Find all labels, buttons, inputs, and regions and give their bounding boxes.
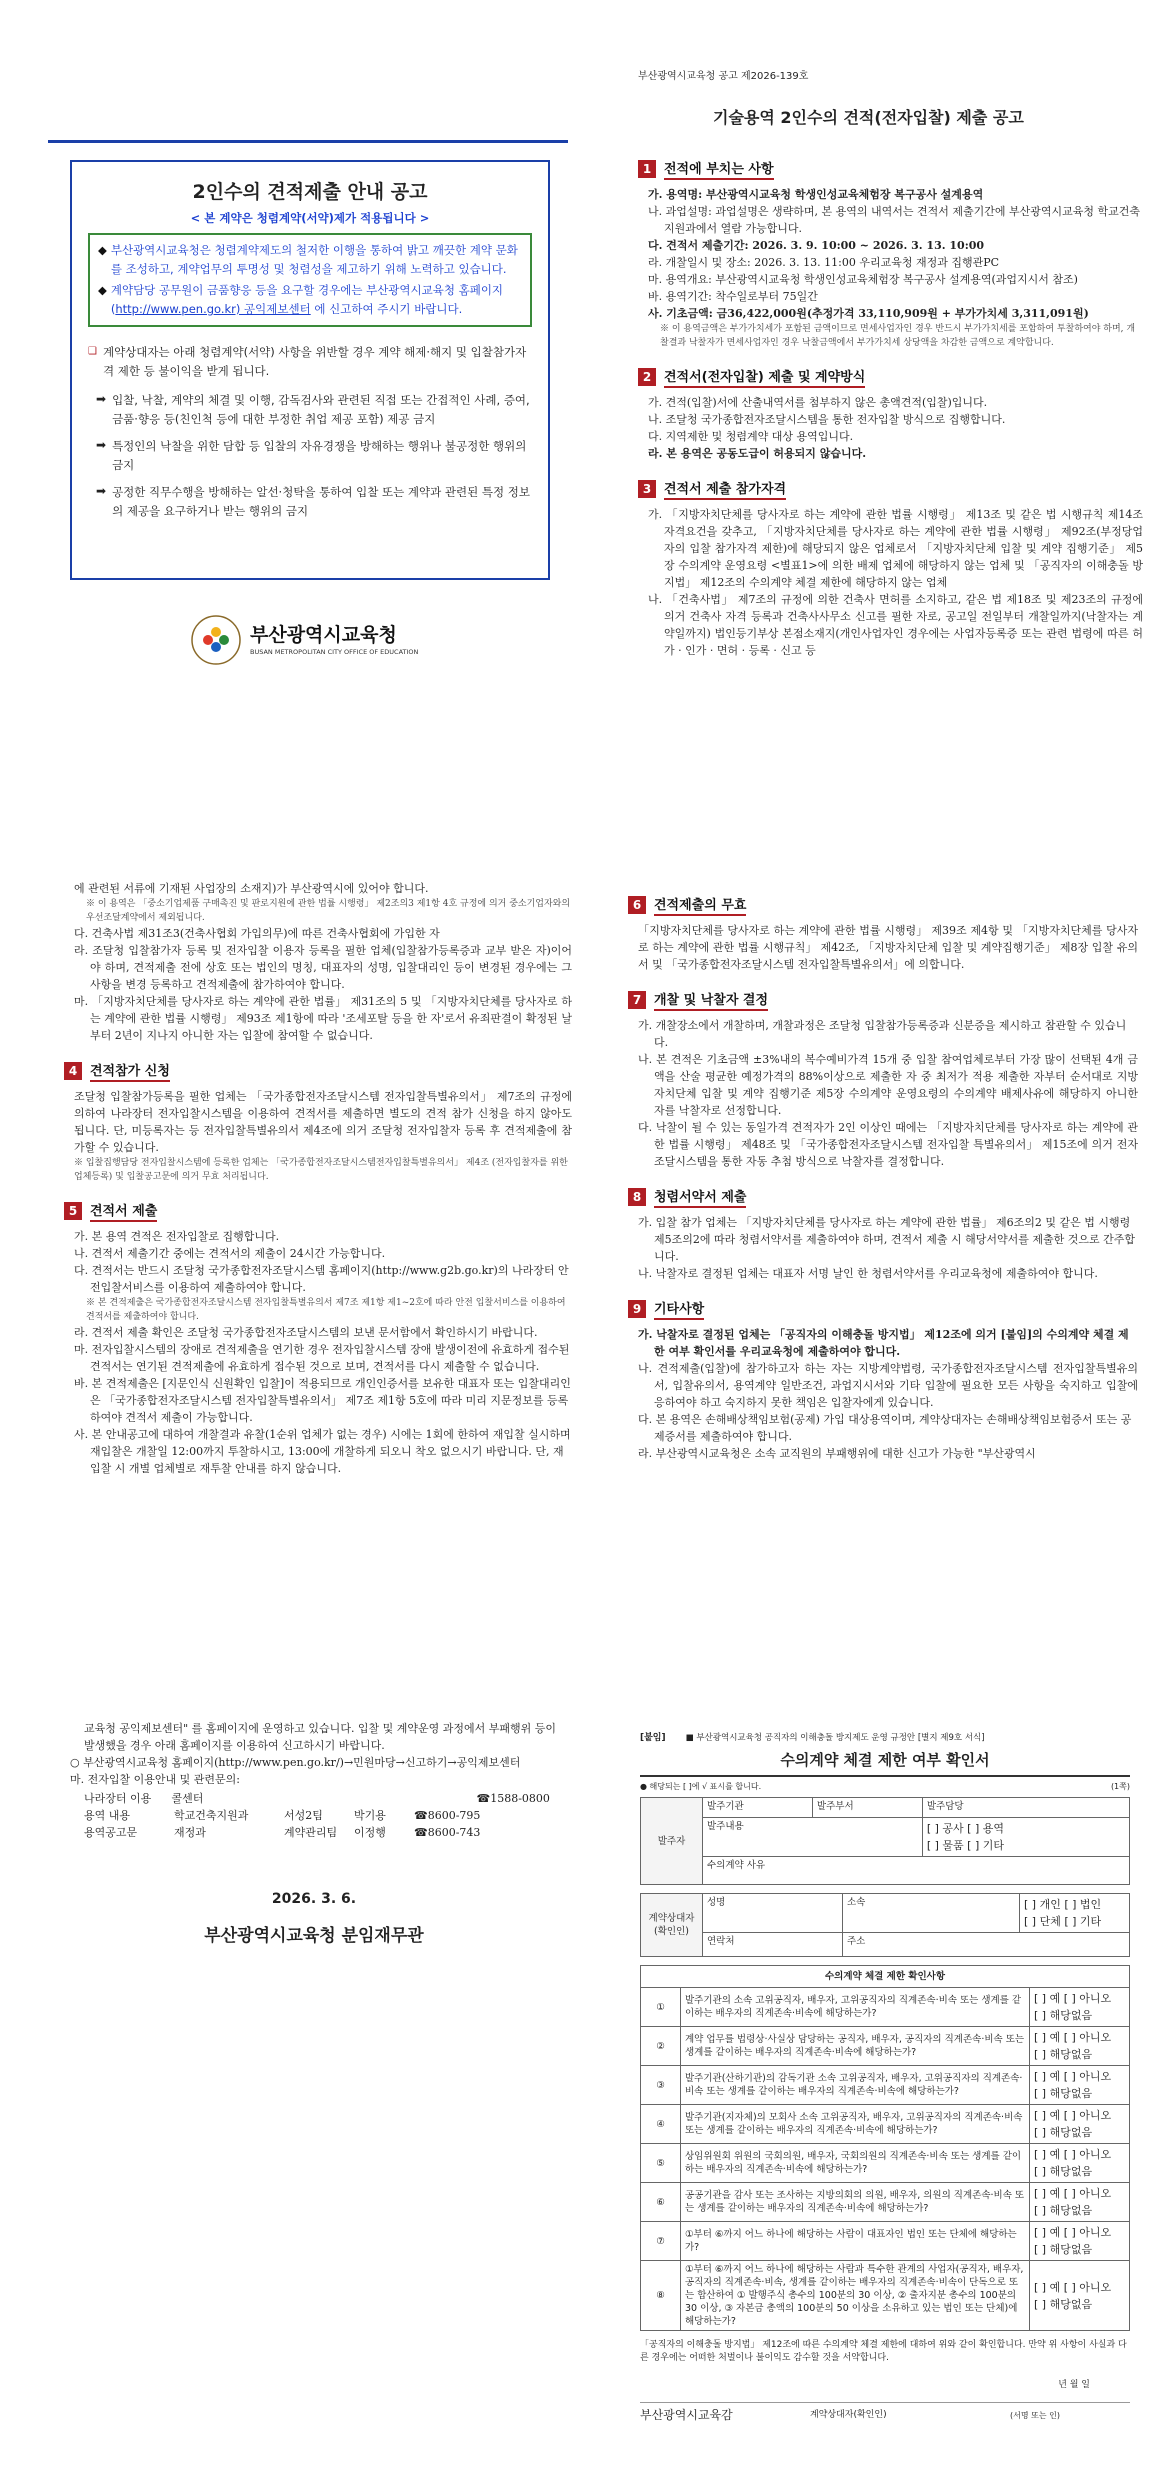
check-number: ①	[641, 1988, 681, 2027]
arrow-icon: ➡	[96, 438, 107, 452]
s1-g: 사. 기초금액: 금36,422,000원(추정가격 33,110,909원 + 부가가치세 3,311,091원)	[648, 307, 1089, 320]
check-row	[641, 2027, 1130, 2066]
order-reason: 수의계약 사유	[703, 1857, 1130, 1885]
contact-row	[84, 1824, 564, 1841]
bullet-icon: ❑	[88, 346, 97, 357]
arrow-icon: ➡	[96, 484, 107, 498]
yes-no-checkbox[interactable]: [ ] 예 [ ] 아니오	[1034, 1992, 1112, 2005]
check-answer	[1030, 2261, 1130, 2331]
na-checkbox[interactable]: [ ] 해당없음	[1034, 2204, 1093, 2217]
contact-cell: 박기용	[354, 1809, 386, 1822]
logo-english: BUSAN METROPOLITAN CITY OFFICE OF EDUCATION	[250, 648, 419, 656]
top-rule	[48, 140, 568, 143]
check-question: ①부터 ⑥까지 어느 하나에 해당하는 사람이 대표자인 법인 또는 단체에 해당하는가?	[681, 2222, 1030, 2261]
s1-a: 가. 용역명: 부산광역시교육청 학생인성교육체험장 복구공사 설계용역	[648, 188, 984, 201]
yes-no-checkbox[interactable]: [ ] 예 [ ] 아니오	[1034, 2109, 1112, 2122]
section-title: 개찰 및 낙찰자 결정	[654, 989, 768, 1011]
s5-c-note: ※ 본 견적제출은 국가종합전자조달시스템 전자입찰특별유의서 제7조 제1항 제1~2호에 따라 안전 입찰서비스를 이용하여 견적서를 제출하여야 합니다.	[86, 1298, 566, 1322]
check-number: ③	[641, 2066, 681, 2105]
p5-line2: ○ 부산광역시교육청 홈페이지(http://www.pen.go.kr/)→민원마당→신고하기→공익제보센터	[70, 1756, 521, 1769]
page-mark: (1쪽)	[1110, 1782, 1130, 1791]
check-answer	[1030, 2183, 1130, 2222]
green-para-2a: 계약담당 공무원이 금품향응 등을 요구할 경우에는 부산광역시교육청 홈페이지(	[110, 283, 504, 316]
section-title: 견적서 제출	[90, 1200, 157, 1222]
check-title: 수의계약 체결 제한 확인사항	[641, 1966, 1130, 1988]
contact-cell: ☎8600-743	[414, 1826, 481, 1839]
check-answer	[1030, 2066, 1130, 2105]
logo-korean: 부산광역시교육청	[250, 624, 397, 646]
pledge-item	[96, 483, 532, 521]
check-number: ②	[641, 2027, 681, 2066]
na-checkbox[interactable]: [ ] 해당없음	[1034, 2048, 1093, 2061]
section-number: 6	[628, 896, 646, 914]
mark-instruction: ● 해당되는 [ ]에 √ 표시를 합니다.	[640, 1782, 762, 1791]
contact-cell: 서성2팀	[284, 1809, 323, 1822]
contractor-address: 주소	[843, 1933, 1130, 1957]
s3-a: 가. 「지방자치단체를 당사자로 하는 계약에 관한 법률 시행령」 제13조 및 같은 법 시행규칙 제14조 자격요건을 갖추고, 「지방자치단체를 당사자로 하는 계약에 관한 법률 시행령」 제92조(부정당업자의 입찰 참가자격 제한)에 해당되지 않은 업체로서 「지방자치단체 입찰 및 계약 집행기준」 제5장 수의계약 운영요령 <별표1>에 의한 배제 업체에 해당하지 않는 업체 및 「공직자의 이해충돌 방지법」 제12조의 수의계약 체결 제한에 해당하지 않는 업체	[648, 508, 1143, 589]
na-checkbox[interactable]: [ ] 해당없음	[1034, 2126, 1093, 2139]
green-para-1: 부산광역시교육청은 청렴계약제도의 철저한 이행을 통하여 밝고 깨끗한 계약 문화를 조성하고, 계약업무의 투명성 및 청렴성을 제고하기 위해 노력하고 있습니다.	[110, 243, 518, 276]
section-number: 8	[628, 1188, 646, 1206]
s4-note: ※ 입찰집행담당 전자입찰시스템에 등록한 업체는 「국가종합전자조달시스템전자입찰특별유의서」 제4조 (전자입찰자를 위한 업체등록) 및 입찰공고문에 의거 무효 처리됩니다.	[74, 1158, 568, 1182]
check-number: ⑦	[641, 2222, 681, 2261]
section-number: 1	[638, 160, 656, 178]
diamond-icon: ◆	[98, 283, 107, 297]
contact-cell: ☎1588-0800	[476, 1792, 550, 1805]
section-title: 견적제출의 무효	[654, 894, 746, 916]
yes-no-checkbox[interactable]: [ ] 예 [ ] 아니오	[1034, 2187, 1112, 2200]
s1-f: 바. 용역기간: 착수일로부터 75일간	[648, 290, 818, 303]
contact-cell: 나라장터 이용	[84, 1792, 152, 1805]
s5-g: 사. 본 안내공고에 대하여 개찰결과 유찰(1순위 업체가 없는 경우) 시에는 1회에 한하여 재입찰 실시하며 재입찰은 개찰일 12:00까지 투찰하시고, 13:00에 개찰하게 되오니 착오 없으시기 바랍니다. 단, 재입찰 시 개별 업체별로 재투찰 안내를 하지 않습니다.	[74, 1428, 571, 1475]
s8-b: 나. 낙찰자로 결정된 업체는 대표자 서명 날인 한 청렴서약서를 우리교육청에 제출하여야 합니다.	[638, 1267, 1098, 1280]
order-content: 발주내용	[703, 1818, 923, 1857]
check-question: 발주기관(지자체)의 모회사 소속 고위공직자, 배우자, 고위공직자의 직계존속·비속 또는 생계를 같이하는 배우자의 직계존속·비속에 해당하는가?	[681, 2105, 1030, 2144]
p3-c1-note: ※ 이 용역은 「중소기업제품 구매촉진 및 판로지원에 관한 법률 시행령」 제2조의3 제1항 4호 규정에 의거 중소기업자와의 우선조달계약에서 제외됩니다.	[86, 899, 571, 923]
contractor-sign-label: 계약상대자(확인인)	[810, 2410, 887, 2420]
yes-no-checkbox[interactable]: [ ] 예 [ ] 아니오	[1034, 2226, 1112, 2239]
s5-f: 바. 본 견적제출은 [지문인식 신원확인 입찰]이 적용되므로 개인인증서를 보유한 대표자 또는 입찰대리인은 「국가종합전자조달시스템 전자입찰특별유의서」 제7조 제1항 5호에 따라 미리 지문정보를 등록하여야 견적서 제출이 가능합니다.	[74, 1377, 571, 1424]
intro-text: 계약상대자는 아래 청렴계약(서약) 사항을 위반할 경우 계약 해제·해지 및 입찰참가자격 제한 등 불이익을 받게 됩니다.	[102, 345, 527, 378]
check-question: ①부터 ⑥까지 어느 하나에 해당하는 사람과 특수한 관계의 사업자(공직자, 배우자, 공직자의 직계존속·비속, 생계를 같이하는 배우자의 직계존속·비속이 단독으로 또는 합산하여 ① 발행주식 총수의 100분의 30 이상, ② 출자지분 총수의 100분의 30 이상, ③ 자본금 총액의 100분의 50 이상을 소유하고 있는 법인 또는 단체)에 해당하는가?	[681, 2261, 1030, 2331]
s7-b: 나. 본 견적은 기초금액 ±3%내의 복수예비가격 15개 중 입찰 참여업체로부터 가장 많이 선택된 4개 금액을 산술 평균한 예정가격의 88%이상으로 제출한 자 중 최저가 적용 제출한 자부터 순서대로 지방자치단체 입찰 및 계약 집행기준 제5장 수의계약 운영요령의 수의계약 배제사유에 해당하지 아니한 자를 낙찰자로 선정합니다.	[638, 1053, 1138, 1117]
page-1	[40, 20, 580, 810]
footer-note: 「공직자의 이해충돌 방지법」 제12조에 따른 수의계약 체결 제한에 대하여 위와 같이 확인합니다. 만약 위 사항이 사실과 다른 경우에는 어떠한 처벌이나 불이익도 감수할 것을 서약합니다.	[640, 2340, 1127, 2363]
form-header: ■ 부산광역시교육청 공직자의 이해충돌 방지제도 운영 규정안 [별지 제9호 서식]	[685, 1733, 985, 1743]
check-row	[641, 2066, 1130, 2105]
contractor-name: 성명	[703, 1894, 843, 1933]
signer: 부산광역시교육청 분임재무관	[204, 1926, 424, 1946]
s6-text: 「지방자치단체를 당사자로 하는 계약에 관한 법률 시행령」 제39조 제4항 및 「지방자치단체를 당사자로 하는 계약에 관한 법률 시행규칙」 제42조, 「지방자치단체 입찰 및 계약집행기준」 제8장 입찰 유의서 및 「국가종합전자조달시스템 전자입찰특별유의서」에 의합니다.	[638, 924, 1138, 971]
s9-d: 라. 부산광역시교육청은 소속 교직원의 부패행위에 대한 신고가 가능한 "부산광역시	[638, 1447, 1036, 1460]
pledge-item	[96, 391, 532, 429]
section-number: 3	[638, 480, 656, 498]
section-title: 청렴서약서 제출	[654, 1186, 746, 1208]
section-number: 7	[628, 991, 646, 1009]
s1-d: 라. 개찰일시 및 장소: 2026. 3. 13. 11:00 우리교육청 재정과 집행관PC	[648, 256, 1000, 269]
s2-b: 나. 조달청 국가종합전자조달시스템을 통한 전자입찰 방식으로 집행합니다.	[648, 413, 1006, 426]
yes-no-checkbox[interactable]: [ ] 예 [ ] 아니오	[1034, 2070, 1112, 2083]
page-3	[64, 880, 572, 1680]
diamond-icon: ◆	[98, 243, 107, 257]
contact-cell: 콜센터	[171, 1792, 204, 1805]
check-question: 계약 업무를 법령상·사실상 담당하는 공직자, 배우자, 공직자의 직계존속·비속 또는 생계를 같이하는 배우자의 직계존속·비속에 해당하는가?	[681, 2027, 1030, 2066]
pledge-item-text: 공정한 직무수행을 방해하는 알선·청탁을 통하여 입찰 또는 계약과 관련된 특정 정보의 제공을 요구하거나 받는 행위의 금지	[112, 485, 530, 518]
s5-a: 가. 본 용역 견적은 전자입찰로 집행합니다.	[74, 1230, 280, 1243]
section-title: 견적서 제출 참가자격	[664, 478, 786, 500]
attachment-tag: [붙임]	[640, 1733, 666, 1743]
report-center-link[interactable]: http://www.pen.go.kr) 공익제보센터	[115, 302, 311, 316]
s2-a: 가. 견적(입찰)서에 산출내역서를 첨부하지 않은 총액견적(입찰)입니다.	[648, 396, 988, 409]
s4-text: 조달청 입찰참가등록을 필한 업체는 「국가종합전자조달시스템 전자입찰특별유의서」 제7조의 규정에 의하여 나라장터 전자입찰시스템을 이용하여 견적서를 제출하면 별도의 견적 참가 신청을 하지 않아도 됩니다. 단, 미등록자는 등 전자입찰특별유의서 제4조에 의거 조달청 전자입찰자 등록 후 견적제출에 참가할 수 있습니다.	[74, 1090, 572, 1154]
na-checkbox[interactable]: [ ] 해당없음	[1034, 2009, 1093, 2022]
contact-table	[64, 1790, 564, 1841]
section-number: 4	[64, 1062, 82, 1080]
type-checkbox-1[interactable]: [ ] 공사 [ ] 용역	[926, 1822, 1004, 1835]
s8-a: 가. 입찰 참가 업체는 「지방자치단체를 당사자로 하는 계약에 관한 법률」 제6조의2 및 같은 법 시행령 제5조의2에 따라 청렴서약서를 제출하여야 하며, 견적서 제출 시 해당서약서를 제출한 것으로 간주합니다.	[638, 1216, 1135, 1263]
contact-cell: 계약관리팀	[284, 1826, 338, 1839]
pledge-list	[88, 391, 532, 521]
s5-b: 나. 견적서 제출기간 중에는 견적서의 제출이 24시간 가능합니다.	[74, 1247, 386, 1260]
contractor-contact: 연락처	[703, 1933, 843, 1957]
check-question: 발주기관의 소속 고위공직자, 배우자, 고위공직자의 직계존속·비속 또는 생계를 같이하는 배우자의 직계존속·비속에 해당하는가?	[681, 1988, 1030, 2027]
check-row	[641, 1988, 1130, 2027]
s9-b: 나. 견적제출(입찰)에 참가하고자 하는 자는 지방계약법령, 국가종합전자조달시스템 전자입찰특별유의서, 입찰유의서, 용역계약 일반조건, 과업지시서와 기타 입찰에 필요한 모든 사항을 숙지하고 입찰에 응하여야 하고 숙지하지 못한 책임은 입찰자에게 있습니다.	[638, 1362, 1138, 1409]
orderer-label: 발주자	[641, 1798, 703, 1885]
contact-cell: 용역 내용	[84, 1809, 131, 1822]
announce-number: 부산광역시교육청 공고 제2026-139호	[638, 71, 809, 82]
form-title: 수의계약 체결 제한 여부 확인서	[780, 1751, 990, 1769]
section-title: 기타사항	[654, 1298, 704, 1320]
superintendent: 부산광역시교육감	[640, 2408, 733, 2422]
page-4	[628, 880, 1138, 1680]
type-checkbox-2[interactable]: [ ] 물품 [ ] 기타	[926, 1839, 1004, 1852]
notice-box	[70, 160, 550, 580]
check-row	[641, 2222, 1130, 2261]
s2-c: 다. 지역제한 및 청렴계약 대상 용역입니다.	[648, 430, 854, 443]
pledge-item-text: 특정인의 낙찰을 위한 담합 등 입찰의 자유경쟁을 방해하는 행위나 불공정한 행위의 금지	[112, 439, 527, 472]
box-subtitle: < 본 계약은 청렴계약(서약)제가 적용됩니다 >	[190, 211, 430, 225]
arrow-icon: ➡	[96, 392, 107, 406]
s5-d: 라. 견적서 제출 확인은 조달청 국가종합전자조달시스템의 보낸 문서함에서 확인하시기 바랍니다.	[74, 1326, 538, 1339]
contact-row	[84, 1790, 564, 1807]
section-title: 견적참가 신청	[90, 1060, 170, 1082]
s1-b: 나. 과업설명: 과업설명은 생략하며, 본 용역의 내역서는 견적서 제출기간에 부산광역시교육청 학교건축지원과에서 열람 가능합니다.	[648, 205, 1140, 235]
check-answer	[1030, 1988, 1130, 2027]
contact-cell: 재정과	[174, 1826, 206, 1839]
check-question: 상임위원회 위원의 국회의원, 배우자, 국회의원의 직계존속·비속 또는 생계를 같이하는 배우자의 직계존속·비속에 해당하는가?	[681, 2144, 1030, 2183]
na-checkbox[interactable]: [ ] 해당없음	[1034, 2087, 1093, 2100]
announce-date: 2026. 3. 6.	[271, 1891, 357, 1907]
emblem-icon	[190, 614, 242, 666]
check-answer	[1030, 2105, 1130, 2144]
contact-cell: 용역공고문	[84, 1826, 138, 1839]
yes-no-checkbox[interactable]: [ ] 예 [ ] 아니오	[1034, 2148, 1112, 2161]
orderer-table	[640, 1797, 1130, 1885]
pledge-item	[96, 437, 532, 475]
check-question: 발주기관(산하기관)의 감독기관 소속 고위공직자, 배우자, 고위공직자의 직계존속·비속 또는 생계를 같이하는 배우자의 직계존속·비속에 해당하는가?	[681, 2066, 1030, 2105]
integrity-green-box	[88, 233, 532, 327]
s3-b: 나. 「건축사법」 제7조의 규정에 의한 건축사 면허를 소지하고, 같은 법 제18조 및 제23조의 규정에 의거 건축사 자격 등록과 건축사사무소 신고를 필한 자로, 공고일 전일부터 개찰일까지(낙찰자는 계약일까지) 법인등기부상 본점소재지(개인사업자인 경우에는 사업자등록증 또는 관련 법령에 따른 허가 · 인가 · 면허 · 등록 · 신고 등	[648, 593, 1143, 657]
contractor-org: 소속	[843, 1894, 1020, 1933]
s1-e: 마. 용역개요: 부산광역시교육청 학생인성교육체험장 복구공사 설계용역(과업지시서 참조)	[648, 273, 1078, 286]
page-6-form	[640, 1730, 1130, 2470]
na-checkbox[interactable]: [ ] 해당없음	[1034, 2165, 1093, 2178]
section-number: 2	[638, 368, 656, 386]
check-number: ⑤	[641, 2144, 681, 2183]
s1-note: ※ 이 용역금액은 부가가치세가 포함된 금액이므로 면세사업자인 경우 반드시 부가가치세를 포함하여 투찰하여야 하며, 개찰결과 낙찰자가 면세사업자인 경우 낙찰금액에서 부가가치세 상당액을 차감한 금액으로 계약합니다.	[660, 324, 1136, 348]
yes-no-checkbox[interactable]: [ ] 예 [ ] 아니오	[1034, 2031, 1112, 2044]
check-number: ④	[641, 2105, 681, 2144]
s2-d: 라. 본 용역은 공동도급이 허용되지 않습니다.	[648, 447, 867, 460]
s5-c: 다. 견적서는 반드시 조달청 국가종합전자조달시스템 홈페이지(http://www.g2b.go.kr)의 나라장터 안전입찰서비스를 이용하여 제출하여야 합니다.	[74, 1264, 569, 1294]
check-answer	[1030, 2144, 1130, 2183]
na-checkbox[interactable]: [ ] 해당없음	[1034, 2297, 1093, 2311]
check-question: 공공기관을 감사 또는 조사하는 지방의회의 의원, 배우자, 의원의 직계존속·비속 또는 생계를 같이하는 배우자의 직계존속·비속에 해당하는가?	[681, 2183, 1030, 2222]
s7-a: 가. 개찰장소에서 개찰하며, 개찰과정은 조달청 입찰참가등록증과 신분증을 제시하고 참관할 수 있습니다.	[638, 1019, 1127, 1049]
page-5	[64, 1720, 564, 2120]
section-number: 9	[628, 1300, 646, 1318]
s9-c: 다. 본 용역은 손해배상책임보험(공제) 가입 대상용역이며, 계약상대자는 손해배상책임보험증서 또는 공제증서를 제출하여야 합니다.	[638, 1413, 1132, 1443]
contractor-table	[640, 1893, 1130, 1957]
page-title: 기술용역 2인수의 견적(전자입찰) 제출 공고	[713, 108, 1024, 127]
p3-c-da: 다. 건축사법 제31조3(건축사협회 가입의무)에 따른 건축사협회에 가입한 자	[74, 927, 440, 940]
box-title: 2인수의 견적제출 안내 공고	[192, 181, 428, 203]
p5-line1: 교육청 공익제보센터" 를 홈페이지에 운영하고 있습니다. 입찰 및 계약운영 과정에서 부패행위 등이 발생했을 경우 아래 홈페이지를 이용하여 신고하시기 바랍니다.	[84, 1722, 557, 1752]
check-answer	[1030, 2222, 1130, 2261]
s7-c: 다. 낙찰이 될 수 있는 동일가격 견적자가 2인 이상인 때에는 「지방자치단체를 당사자로 하는 계약에 관한 법률 시행령」 제48조 및 「국가종합전자조달시스템 전자입찰 특별유의서」 제15조에 의거 전자조달시스템을 통한 자동 추첨 방식으로 낙찰자를 결정합니다.	[638, 1121, 1138, 1168]
p3-c-ra: 라. 조달청 입찰참가자 등록 및 전자입찰 이용자 등록을 필한 업체(입찰참가등록증과 교부 받은 자)이어야 하며, 견적제출 전에 상호 또는 법인의 명칭, 대표자의 성명, 입찰대리인 등이 변경된 경우에는 그 사항을 변경 등록하고 견적제출에 참가하여야 합니다.	[74, 944, 572, 991]
section-title: 전적에 부치는 사항	[664, 158, 774, 180]
na-checkbox[interactable]: [ ] 해당없음	[1034, 2243, 1093, 2256]
order-dept: 발주부서	[812, 1798, 922, 1818]
logo	[190, 610, 430, 670]
s5-e: 마. 전자입찰시스템의 장애로 견적제출을 연기한 경우 전자입찰시스템 장애 발생이전에 유효하게 접수된 견적서는 연기된 견적제출에 유효하게 접수된 것으로 보며, 견적서를 다시 제출할 수 없습니다.	[74, 1343, 570, 1373]
p3-c-ma: 마. 「지방자치단체를 당사자로 하는 계약에 관한 법률」 제31조의 5 및 「지방자치단체를 당사자로 하는 계약에 관한 법률 시행령」 제93조 제1항에 따라 '조세포탈 등을 한 자'로서 유죄판결이 확정된 날부터 2년이 지나지 아니한 자는 입찰에 참여할 수 없습니다.	[74, 995, 572, 1042]
pledge-item-text: 입찰, 낙찰, 계약의 체결 및 이행, 감독검사와 관련된 직접 또는 간접적인 사례, 증여, 금품·향응 등(친인척 등에 대한 부정한 취업 제공 포함) 제공 금지	[112, 393, 530, 426]
check-row	[641, 2144, 1130, 2183]
contact-cell: 이정행	[354, 1826, 386, 1839]
s9-a: 가. 낙찰자로 결정된 업체는 「공직자의 이해충돌 방지법」 제12조에 의거 [붙임]의 수의계약 체결 제한 여부 확인서를 우리교육청에 제출하여야 합니다.	[638, 1328, 1129, 1358]
check-number: ⑥	[641, 2183, 681, 2222]
p5-line3: 마. 전자입찰 이용안내 및 관련문의:	[70, 1773, 240, 1786]
check-answer	[1030, 2027, 1130, 2066]
contact-cell	[278, 1790, 346, 1807]
contractor-label: 계약상대자 (확인인)	[641, 1894, 703, 1957]
contact-cell: 학교건축지원과	[174, 1809, 249, 1822]
page-2	[628, 20, 1148, 820]
check-number: ⑧	[641, 2261, 681, 2331]
sign-mark: (서명 또는 인)	[1010, 2411, 1060, 2420]
contact-row	[84, 1807, 564, 1824]
order-org: 발주기관	[703, 1798, 813, 1818]
contact-cell: ☎8600-795	[414, 1809, 481, 1822]
s1-c: 다. 견적서 제출기간: 2026. 3. 9. 10:00 ~ 2026. 3. 13. 10:00	[648, 239, 985, 252]
date-line: 년 월 일	[1058, 2380, 1090, 2390]
section-title: 견적서(전자입찰) 제출 및 계약방식	[664, 366, 865, 388]
green-para-2b: 에 신고하여 주시기 바랍니다.	[314, 302, 463, 316]
check-row	[641, 2183, 1130, 2222]
contractor-checkbox-2[interactable]: [ ] 단체 [ ] 기타	[1024, 1915, 1102, 1928]
order-person: 발주담당	[922, 1798, 1129, 1818]
check-row	[641, 2261, 1130, 2331]
check-table	[640, 1965, 1130, 2331]
p3-c1: 에 관련된 서류에 기재된 사업장의 소재지)가 부산광역시에 있어야 합니다.	[74, 882, 429, 895]
contractor-checkbox-1[interactable]: [ ] 개인 [ ] 법인	[1024, 1898, 1102, 1911]
check-row	[641, 2105, 1130, 2144]
yes-no-checkbox[interactable]: [ ] 예 [ ] 아니오	[1034, 2280, 1112, 2294]
section-number: 5	[64, 1202, 82, 1220]
